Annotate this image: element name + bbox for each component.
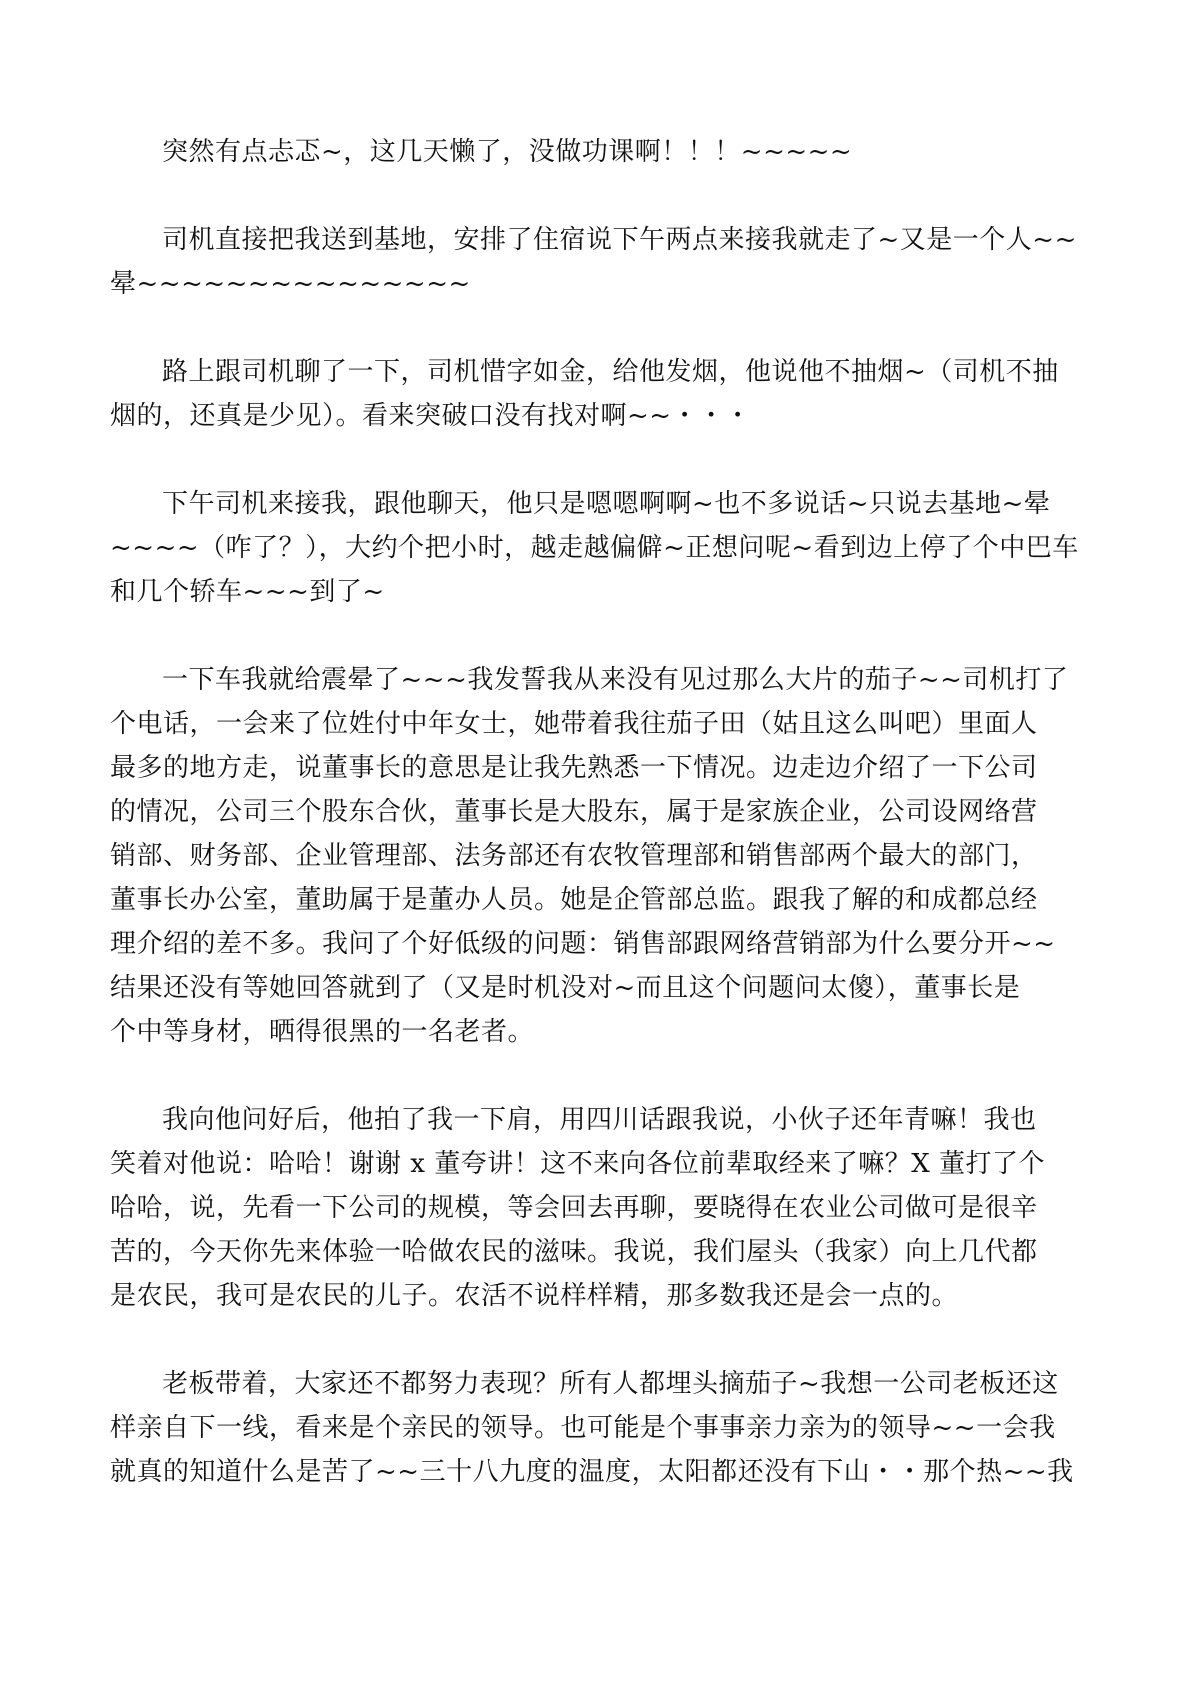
paragraph bbox=[110, 1098, 1100, 1318]
paragraph bbox=[110, 1362, 1100, 1494]
text-line: 样亲自下一线，看来是个亲民的领导。也可能是个事事亲力亲为的领导~~一会我 bbox=[110, 1413, 1056, 1443]
text-line: 晕~~~~~~~~~~~~~~~ bbox=[110, 269, 471, 299]
text-line: 一下车我就给震晕了~~~我发誓我从来没有见过那么大片的茄子~~司机打了 bbox=[162, 665, 1069, 695]
paragraph bbox=[110, 218, 1100, 306]
text-line: 最多的地方走，说董事长的意思是让我先熟悉一下情况。边走边介绍了一下公司 bbox=[110, 753, 1038, 783]
text-line: 销部、财务部、企业管理部、法务部还有农牧管理部和销售部两个最大的部门， bbox=[110, 841, 1038, 871]
paragraph bbox=[110, 130, 1100, 174]
text-line: 董事长办公室，董助属于是董办人员。她是企管部总监。跟我了解的和成都总经 bbox=[110, 885, 1038, 915]
text-line: 笑着对他说：哈哈！谢谢 x 董夸讲！这不来向各位前辈取经来了嘛？X 董打了个 bbox=[110, 1149, 1045, 1179]
text-line: 就真的知道什么是苦了~~三十八九度的温度，太阳都还没有下山・・那个热~~我 bbox=[110, 1457, 1074, 1487]
text-line: 个中等身材，晒得很黑的一名老者。 bbox=[110, 1017, 535, 1047]
text-line: 我向他问好后，他拍了我一下肩，用四川话跟我说，小伙子还年青嘛！我也 bbox=[162, 1105, 1037, 1135]
paragraph bbox=[110, 482, 1100, 614]
text-line: 苦的，今天你先来体验一哈做农民的滋味。我说，我们屋头（我家）向上几代都 bbox=[110, 1237, 1038, 1267]
text-line: 和几个轿车~~~到了~ bbox=[110, 577, 385, 607]
paragraph bbox=[110, 658, 1100, 1054]
text-line: 突然有点忐忑~，这几天懒了，没做功课啊！！！~~~~~ bbox=[162, 137, 853, 167]
text-line: 的情况，公司三个股东合伙，董事长是大股东，属于是家族企业，公司设网络营 bbox=[110, 797, 1038, 827]
text-line: 司机直接把我送到基地，安排了住宿说下午两点来接我就走了~又是一个人~~ bbox=[162, 225, 1077, 255]
paragraph bbox=[110, 350, 1100, 438]
text-line: ~~~~（咋了？），大约个把小时，越走越偏僻~正想问呢~看到边上停了个中巴车 bbox=[110, 533, 1079, 563]
text-line: 烟的，还真是少见）。看来突破口没有找对啊~~・・・ bbox=[110, 401, 752, 431]
text-line: 老板带着，大家还不都努力表现？所有人都埋头摘茄子~我想一公司老板还这 bbox=[162, 1369, 1059, 1399]
text-line: 个电话，一会来了位姓付中年女士，她带着我往茄子田（姑且这么叫吧）里面人 bbox=[110, 709, 1038, 739]
text-line: 路上跟司机聊了一下，司机惜字如金，给他发烟，他说他不抽烟~（司机不抽 bbox=[162, 357, 1059, 387]
text-line: 哈哈，说，先看一下公司的规模，等会回去再聊，要晓得在农业公司做可是很辛 bbox=[110, 1193, 1038, 1223]
text-line: 是农民，我可是农民的儿子。农活不说样样精，那多数我还是会一点的。 bbox=[110, 1281, 959, 1311]
text-line: 理介绍的差不多。我问了个好低级的问题：销售部跟网络营销部为什么要分开~~ bbox=[110, 929, 1056, 959]
text-line: 下午司机来接我，跟他聊天，他只是嗯嗯啊啊~也不多说话~只说去基地~晕 bbox=[162, 489, 1051, 519]
text-line: 结果还没有等她回答就到了（又是时机没对~而且这个问题问太傻），董事长是 bbox=[110, 973, 1021, 1003]
document-body bbox=[110, 130, 1100, 1538]
